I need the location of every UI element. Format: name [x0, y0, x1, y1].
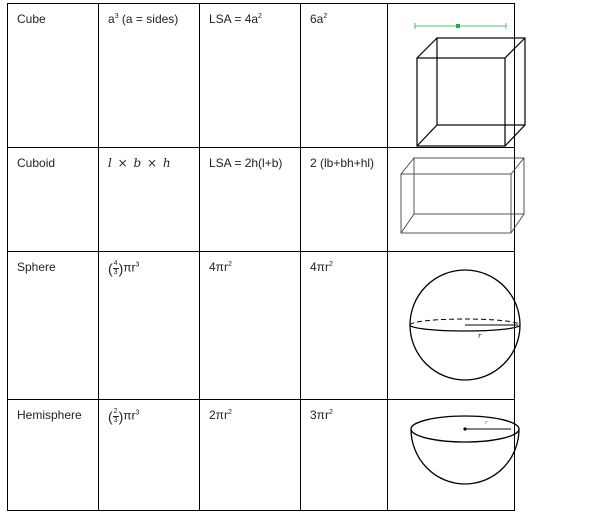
cube-tsa: $6a^2$: [301, 4, 388, 148]
sphere-equator-front: [410, 325, 520, 331]
sphere-figure: [388, 252, 515, 400]
cube-edge: [505, 125, 525, 146]
hemisphere-lsa: $2\pi r^2$: [200, 400, 301, 511]
fraction: $\frac{2}{3}$: [113, 408, 118, 424]
sphere-volume: ( $\frac{4}{3}$ )$\pi r^3$: [99, 252, 200, 400]
cuboid-lsa: LSA = 2h(l+b): [200, 148, 301, 252]
cuboid-edge: [511, 158, 524, 174]
cube-edge: [505, 38, 525, 58]
cube-edge: [417, 125, 437, 146]
shape-name-cuboid: Cuboid: [8, 148, 99, 252]
sphere-tsa: $4\pi r^2$: [301, 252, 388, 400]
shape-name-sphere: Sphere: [8, 252, 99, 400]
sphere-equator-back: [410, 319, 520, 325]
table-row: [8, 252, 515, 400]
cuboid-edge: [401, 214, 414, 233]
cube-volume: $a^3$ (a = sides): [99, 4, 200, 148]
table-row: [8, 148, 515, 252]
table-row: [8, 4, 515, 148]
cube-dimension-marker: [456, 24, 460, 28]
hemisphere-radius-label: r: [485, 420, 488, 426]
cuboid-figure: [388, 148, 515, 252]
sphere-radius-label: r: [478, 332, 482, 340]
hemisphere-volume: ( $\frac{2}{3}$ )$\pi r^3$: [99, 400, 200, 511]
hemisphere-center-point: [463, 427, 466, 430]
shape-name-cube: Cube: [8, 4, 99, 148]
cuboid-front-face: [401, 174, 511, 233]
hemisphere-figure: [388, 400, 515, 511]
cuboid-diagram: [388, 148, 534, 252]
cuboid-back-face: [414, 158, 524, 214]
cuboid-edge: [401, 158, 414, 174]
cube-edge: [417, 38, 437, 58]
cube-diagram: [388, 4, 534, 148]
hemisphere-diagram: [388, 400, 534, 511]
shape-name-hemisphere: Hemisphere: [8, 400, 99, 511]
fraction: $\frac{4}{3}$: [113, 260, 118, 276]
cuboid-tsa: 2 (lb+bh+hl): [301, 148, 388, 252]
sphere-diagram: [388, 252, 534, 400]
hemisphere-bowl: [411, 429, 519, 484]
table-row: [8, 400, 515, 511]
cube-lsa: LSA = $4a^2$: [200, 4, 301, 148]
sphere-lsa: $4\pi r^2$: [200, 252, 301, 400]
cube-figure: [388, 4, 515, 148]
cuboid-edge: [511, 214, 524, 233]
cuboid-volume: l × b × h: [99, 148, 200, 252]
shapes-formula-table: [7, 3, 515, 511]
hemisphere-tsa: $3\pi r^2$: [301, 400, 388, 511]
